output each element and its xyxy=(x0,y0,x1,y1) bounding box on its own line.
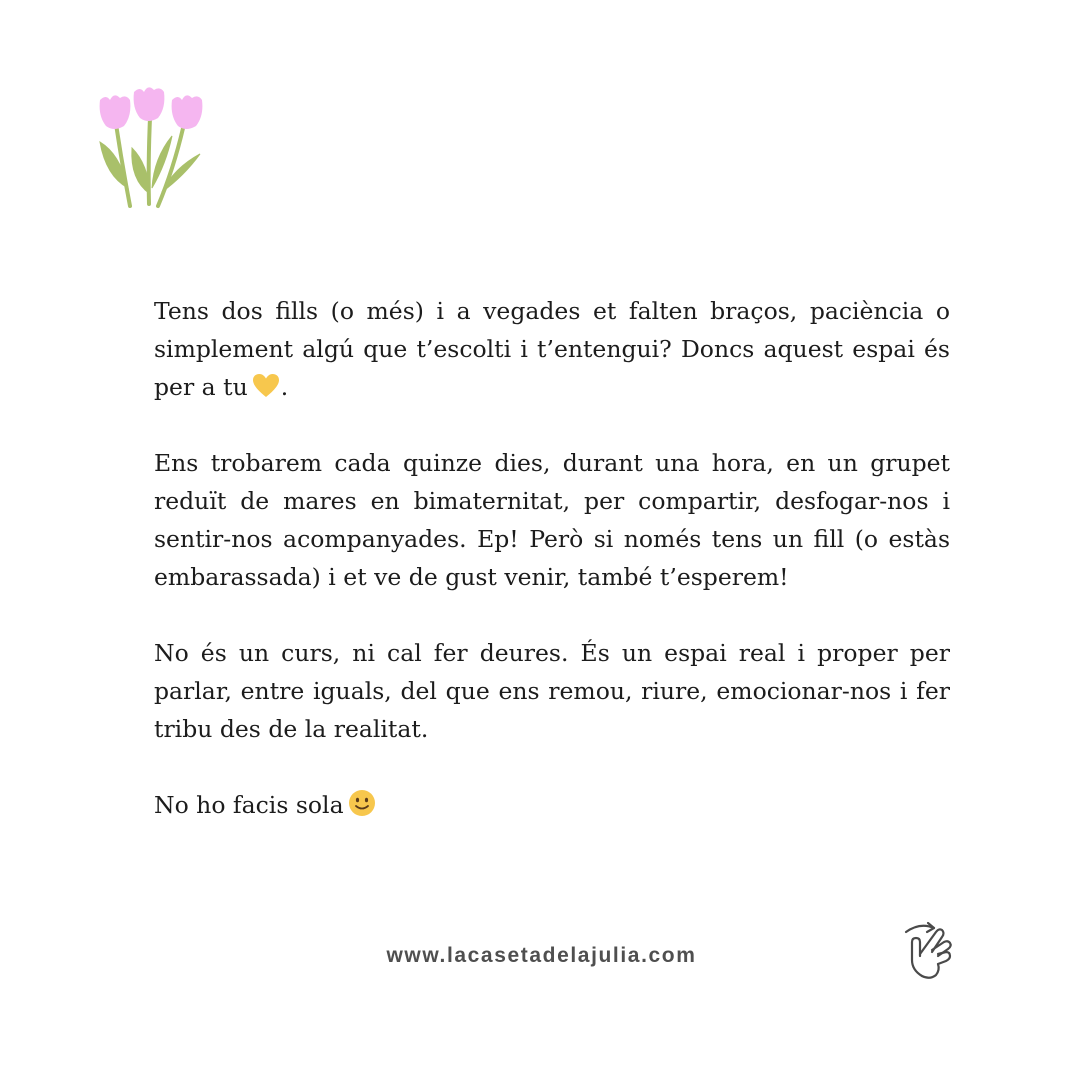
paragraph-closing xyxy=(154,786,950,824)
paragraph-closing-text: No ho facis sola xyxy=(154,791,344,819)
paragraph-intro-end: . xyxy=(280,373,289,401)
pink-tulips-icon xyxy=(92,84,216,212)
yellow-heart-icon xyxy=(252,373,280,399)
paragraph-intro-text: Tens dos fills (o més) i a vegades et falten braços, paciència o simplement algú que t’escolti i t’entengui? Doncs aquest espai és per a tu xyxy=(154,297,950,401)
paragraph-meetings: Ens trobarem cada quinze dies, durant una hora, en un grupet reduït de mares en bimaternitat, per compartir, desfogar-nos i sentir-nos acompanyades. Ep! Però si només tens un fill (o estàs embarassada) i et ve de gust venir, també t’esperem! xyxy=(154,449,950,591)
paragraph-not-a-course: No és un curs, ni cal fer deures. És un espai real i proper per parlar, entre iguals, del que ens remou, riure, emocionar-nos i fer tribu des de la realitat. xyxy=(154,639,950,743)
swipe-hand-icon[interactable] xyxy=(900,920,958,984)
main-text xyxy=(154,292,950,824)
slightly-smiling-face-icon xyxy=(348,789,376,817)
paragraph-intro xyxy=(154,292,950,406)
website-url[interactable]: www.lacasetadelajulia.com xyxy=(386,944,697,967)
